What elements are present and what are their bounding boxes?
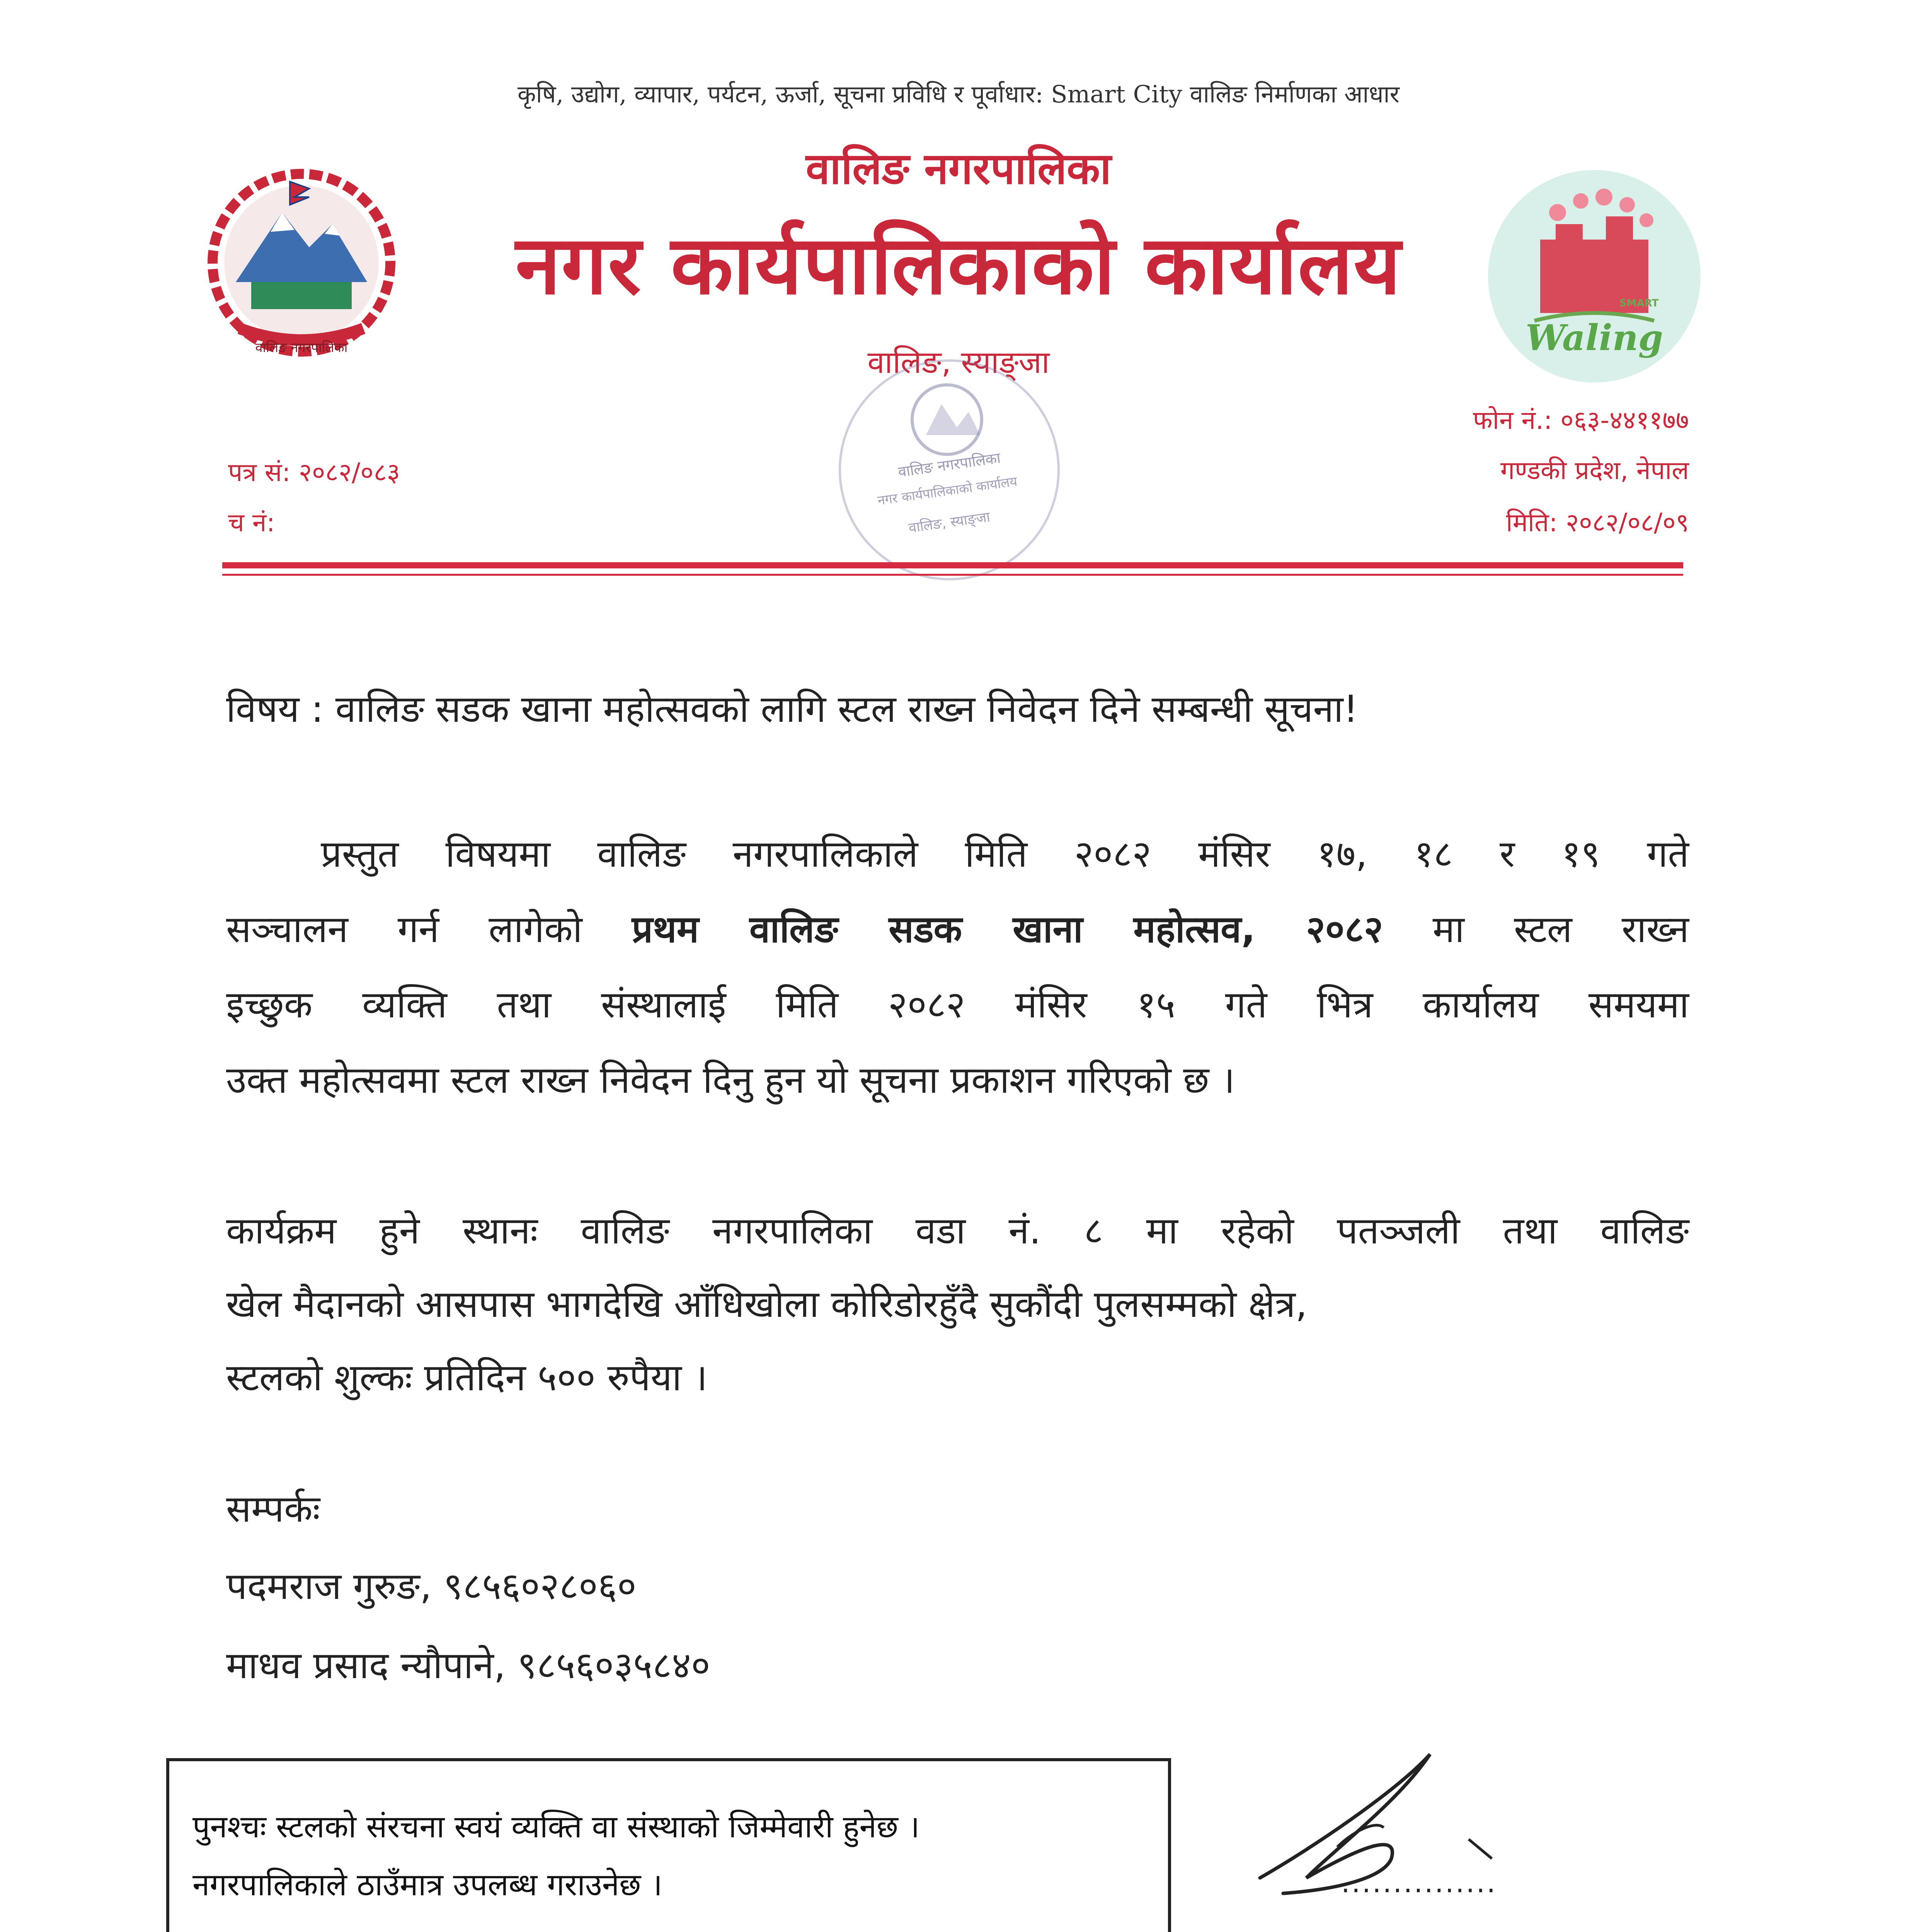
stamp-line-3: वालिङ, स्याङ्जा <box>907 509 991 536</box>
paragraph-1-line-2 <box>226 900 1689 958</box>
stamp-line-2: नगर कार्यपालिकाको कार्यालय <box>877 473 1018 509</box>
office-title: नगर कार्यपालिकाको कार्यालय <box>515 218 1402 313</box>
municipality-name: वालिङ नगरपालिका <box>805 144 1112 194</box>
postscript-line-1: पुनश्चः स्टलको संरचना स्वयं व्यक्ति वा संस्थाको जिम्मेवारी हुनेछ । <box>192 1809 920 1845</box>
header-rule-thick <box>222 562 1683 568</box>
district-name: वालिङ, स्याङ्जा <box>867 344 1050 380</box>
office-stamp <box>839 359 1060 580</box>
postscript-line-2: नगरपालिकाले ठाउँमात्र उपलब्ध गराउनेछ । <box>192 1867 663 1903</box>
emblem-icon <box>193 166 410 367</box>
nepal-emblem <box>193 166 410 367</box>
contact-label: सम्पर्कः <box>226 1487 320 1531</box>
letter-number: पत्र सं: २०८२/०८३ <box>228 457 400 487</box>
paragraph-2-line-2: खेल मैदानको आसपास भागदेखि आँधिखोला कोरिडोरहुँदै सुकौंदी पुलसम्मको क्षेत्र, <box>226 1282 1308 1326</box>
letter-subject: विषय : वालिङ सडक खाना महोत्सवको लागि स्टल राख्न निवेदन दिने सम्बन्धी सूचना! <box>226 687 1359 731</box>
paragraph-1-line-2-start: सञ्चालन गर्न लागेको <box>226 908 582 951</box>
paragraph-1-line-4: उक्त महोत्सवमा स्टल राख्न निवेदन दिनु हुन यो सूचना प्रकाशन गरिएको छ । <box>226 1058 1235 1102</box>
stamp-line-1: वालिङ नगरपालिका <box>897 449 1002 481</box>
postscript-box <box>166 1758 1171 1932</box>
header-rule-thin <box>222 574 1683 576</box>
logo-word: Waling <box>1525 317 1663 359</box>
paragraph-1-line-2-end: मा स्टल राख्न <box>1432 908 1689 951</box>
contact-person-2: माधव प्रसाद न्यौपाने, ९८५६०३५८४० <box>226 1644 710 1687</box>
letter-date: मिति: २०८२/०८/०९ <box>1506 508 1689 537</box>
paragraph-2-line-3: स्टलको शुल्कः प्रतिदिन ५०० रुपैया । <box>226 1356 708 1399</box>
logo-small-label: SMART <box>1619 298 1659 309</box>
smart-waling-logo <box>1488 170 1701 383</box>
contact-person-1: पदमराज गुरुङ, ९८५६०२८०६० <box>226 1565 637 1608</box>
emblem-caption: वालिङ नगरपालिका <box>255 340 348 355</box>
signature-dots: ............... <box>1341 1866 1497 1899</box>
phone-number: फोन नं.: ०६३-४४११७७ <box>1473 405 1689 435</box>
dispatch-number: च नं: <box>228 508 275 537</box>
province: गण्डकी प्रदेश, नेपाल <box>1500 456 1689 485</box>
paragraph-1-line-3: इच्छुक व्यक्ति तथा संस्थालाई मिति २०८२ मंसिर १५ गते भित्र कार्यालय समयमा <box>226 983 1689 1026</box>
paragraph-1-line-1: प्रस्तुत विषयमा वालिङ नगरपालिकाले मिति २०८२ मंसिर १७, १८ र १९ गते <box>321 832 1689 876</box>
paragraph-2-line-1: कार्यक्रम हुने स्थानः वालिङ नगरपालिका वडा नं. ८ मा रहेको पतञ्जली तथा वालिङ <box>226 1209 1689 1252</box>
header-tagline: कृषि, उद्योग, व्यापार, पर्यटन, ऊर्जा, सूचना प्रविधि र पूर्वाधार: Smart City वालिङ निर्माणका आधार <box>517 80 1400 108</box>
festival-name: प्रथम वालिङ सडक खाना महोत्सव, २०८२ <box>632 908 1383 951</box>
